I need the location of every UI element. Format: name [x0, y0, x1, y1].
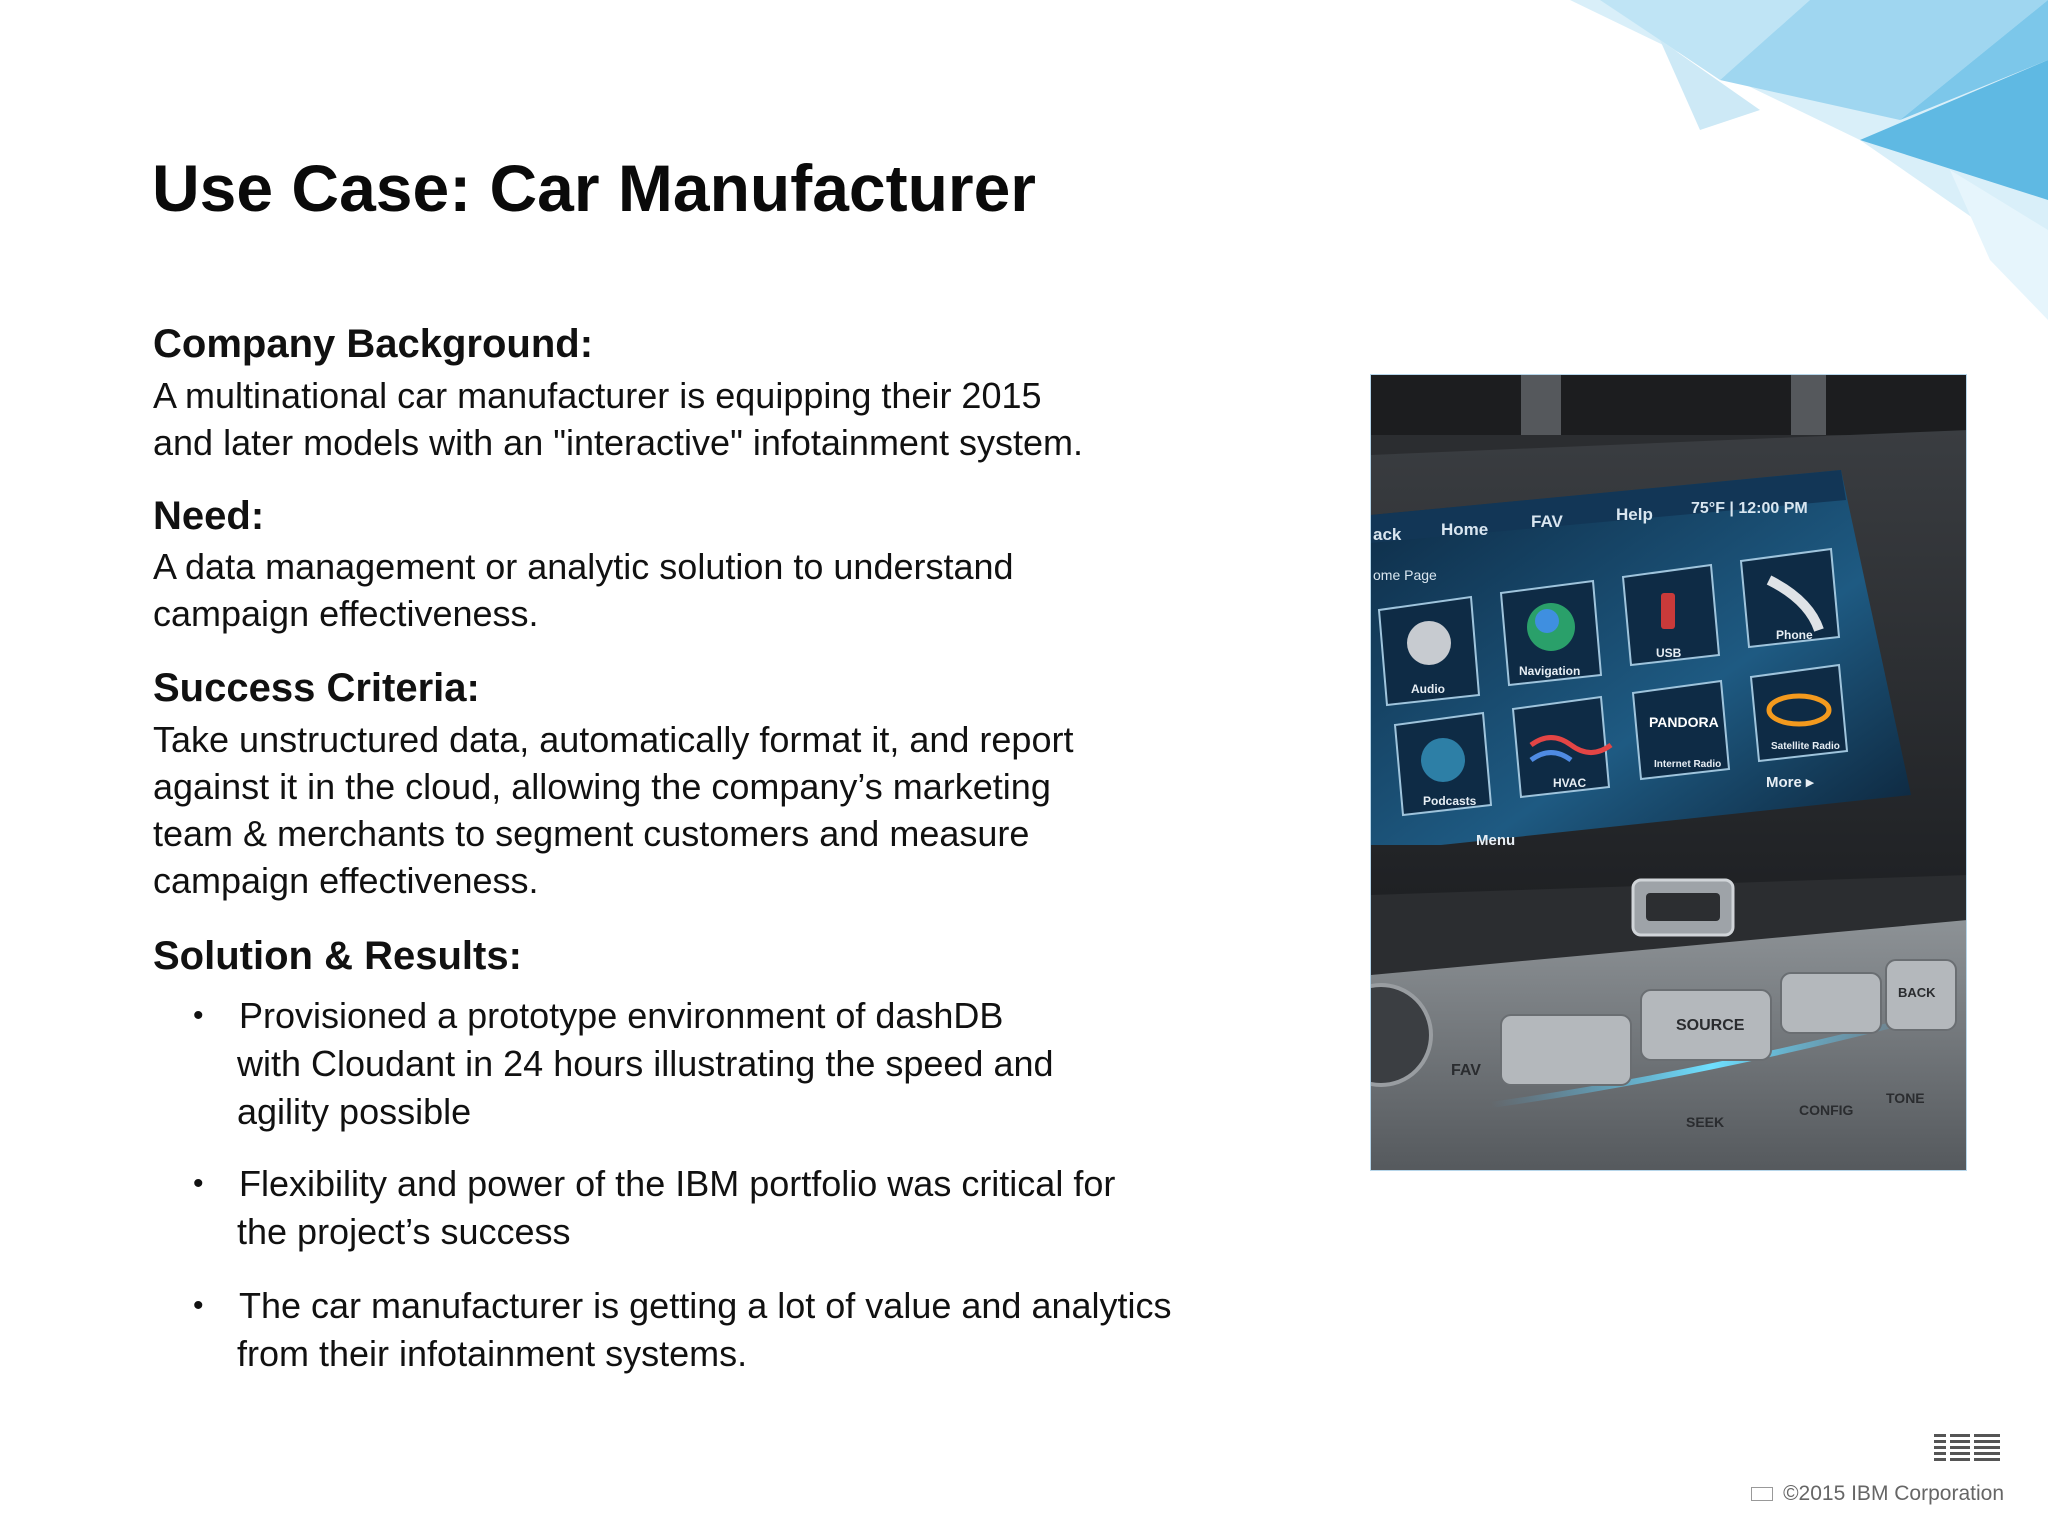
- slide-title: Use Case: Car Manufacturer: [152, 151, 1036, 225]
- menu-label: Menu: [1476, 832, 1516, 849]
- copyright-notice: ©2015 IBM Corporation: [1751, 1482, 2004, 1506]
- fav-button-label: FAV: [1451, 1062, 1481, 1079]
- need-text: A data management or analytic solution to understand campaign effectiveness.: [153, 546, 1014, 634]
- bullet-glyph: •: [193, 1289, 204, 1322]
- nav-help-label: Help: [1616, 505, 1653, 524]
- usb-icon: [1661, 593, 1675, 629]
- pandora-logo: PANDORA: [1649, 714, 1719, 730]
- nav-home-label: Home: [1441, 520, 1489, 539]
- heading-company-background: Company Background:: [153, 322, 594, 366]
- speaker-icon: [1407, 621, 1451, 665]
- tile-hvac-label: HVAC: [1553, 776, 1587, 790]
- bullet-glyph: •: [193, 999, 204, 1032]
- config-button-label: CONFIG: [1799, 1102, 1854, 1118]
- infotainment-photo: [1370, 374, 1967, 1171]
- status-readout: 75°F | 12:00 PM: [1691, 500, 1808, 517]
- tile-audio-label: Audio: [1411, 682, 1445, 696]
- nav-fav-label: FAV: [1531, 512, 1563, 531]
- bullet-glyph: •: [193, 1167, 204, 1200]
- ibm-logo: [1934, 1432, 2004, 1466]
- source-button-label: SOURCE: [1676, 1017, 1745, 1034]
- company-background-text: A multinational car manufacturer is equipping their 2015 and later models with an "interactive" infotainment system.: [153, 375, 1083, 463]
- tile-usb-label: USB: [1656, 646, 1682, 660]
- home-button: [1501, 1015, 1631, 1085]
- tile-satellite-radio-label: Satellite Radio: [1771, 741, 1840, 752]
- call-button: [1781, 973, 1881, 1033]
- heading-need: Need:: [153, 494, 265, 538]
- page-label: ome Page: [1373, 567, 1437, 583]
- heading-solution-results: Solution & Results:: [153, 934, 522, 978]
- tone-button-label: TONE: [1886, 1090, 1925, 1106]
- success-criteria-text: Take unstructured data, automatically format it, and report against it in the cloud, allowing the company’s marketing team & merchants to segment customers and measure campaign effectiveness.: [153, 719, 1074, 901]
- print-icon: [1751, 1487, 1773, 1501]
- tile-podcasts-label: Podcasts: [1423, 794, 1477, 808]
- tile-phone-label: Phone: [1776, 628, 1813, 642]
- podcast-icon: [1421, 738, 1465, 782]
- nav-back-label: ack: [1373, 525, 1402, 544]
- more-label: More ▸: [1766, 774, 1814, 791]
- tile-navigation-label: Navigation: [1519, 664, 1581, 678]
- seek-button-label: SEEK: [1686, 1114, 1725, 1130]
- back-button-label: BACK: [1898, 985, 1936, 1000]
- tile-internet-radio-label: Internet Radio: [1654, 759, 1722, 770]
- heading-success-criteria: Success Criteria:: [153, 666, 480, 710]
